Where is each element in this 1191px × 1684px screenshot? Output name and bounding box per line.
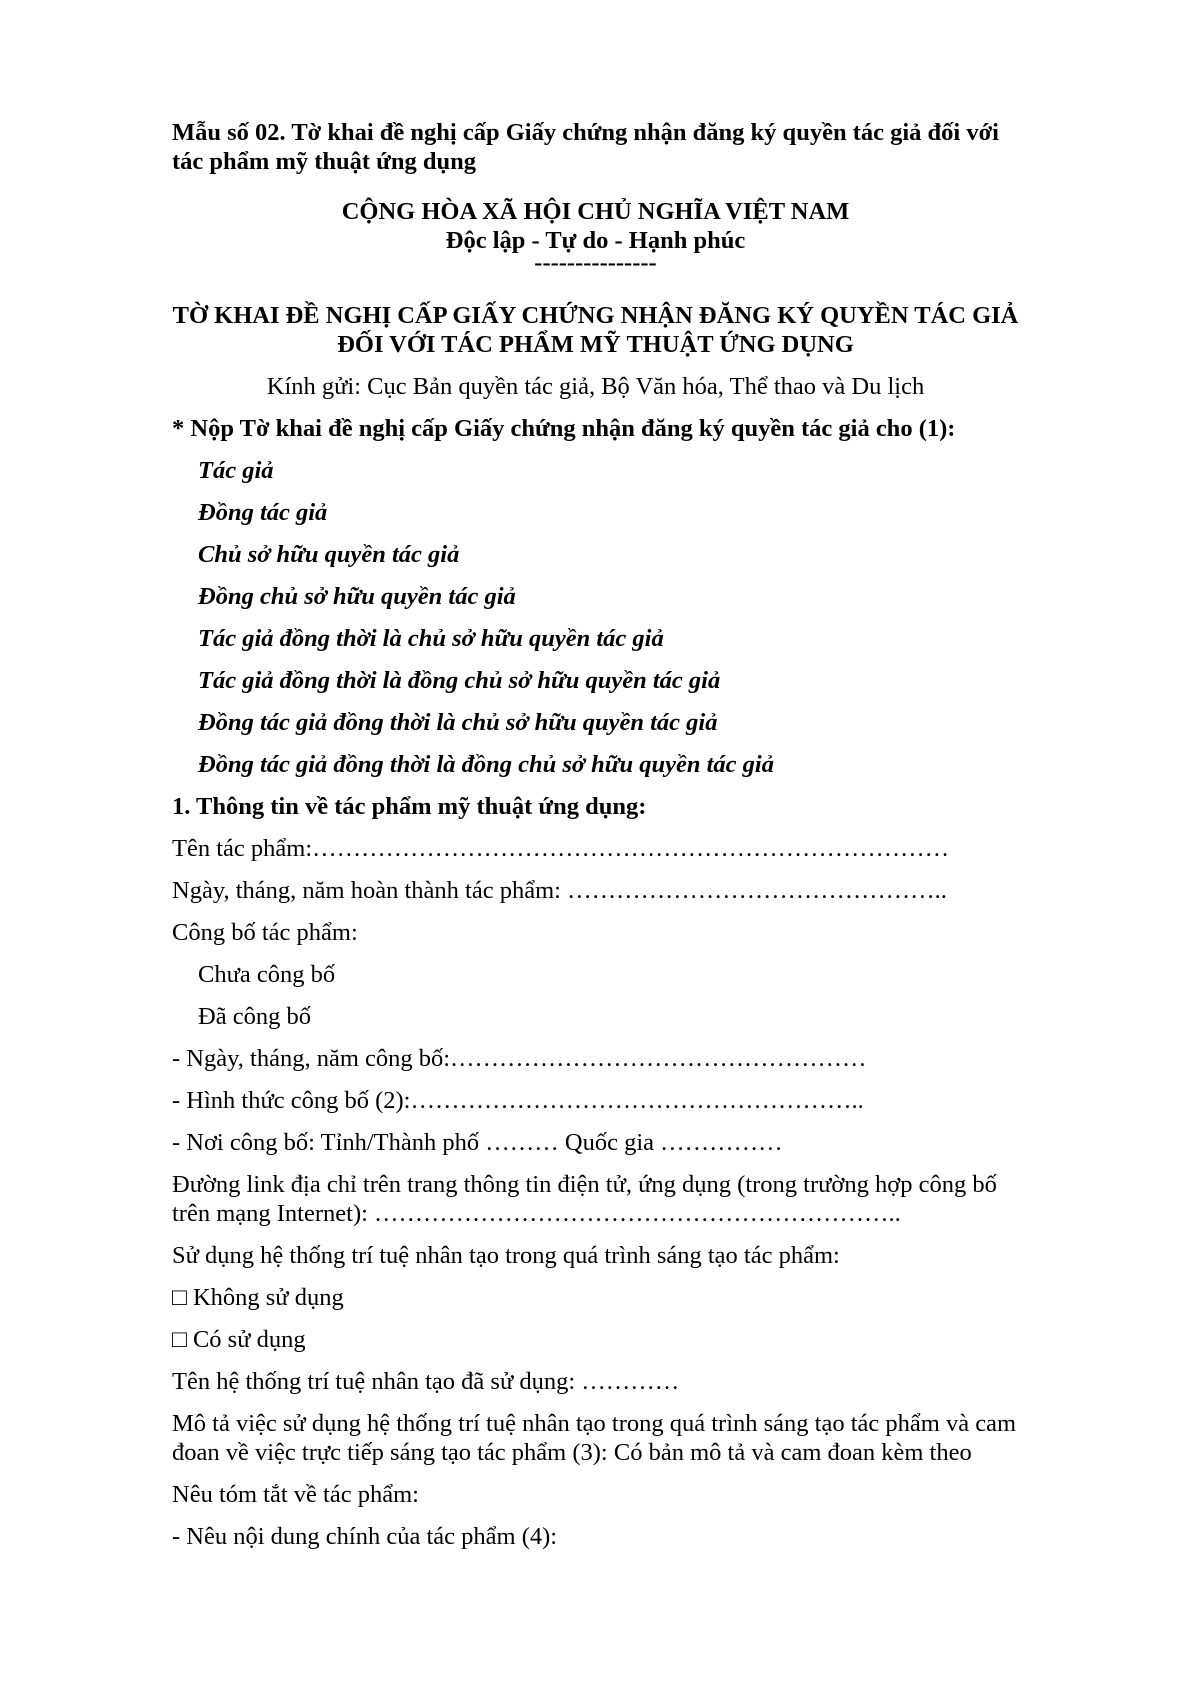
summary-label: Nêu tóm tắt về tác phẩm:	[172, 1481, 419, 1508]
completion-date-line: Ngày, tháng, năm hoàn thành tác phẩm: ………………………………………..	[172, 877, 947, 904]
link-line-2: trên mạng Internet): ………………………………………………………..	[172, 1200, 901, 1227]
form-title-line-1: Mẫu số 02. Tờ khai đề nghị cấp Giấy chứng nhận đăng ký quyền tác giả đối với	[172, 119, 999, 146]
option-label: Tác giả đồng thời là đồng chủ sở hữu quyền tác giả	[198, 667, 721, 694]
document-title-line-2: ĐỐI VỚI TÁC PHẨM MỸ THUẬT ỨNG DỤNG	[337, 331, 854, 358]
applicant-heading: * Nộp Tờ khai đề nghị cấp Giấy chứng nhận đăng ký quyền tác giả cho (1):	[172, 415, 956, 442]
national-motto: Độc lập - Tự do - Hạnh phúc	[445, 227, 746, 254]
link-line-1: Đường link địa chỉ trên trang thông tin điện tử, ứng dụng (trong trường hợp công bố	[172, 1171, 997, 1198]
applicant-option	[172, 456, 274, 486]
publication-label: Công bố tác phẩm:	[172, 919, 358, 946]
work-name-line: Tên tác phẩm:……………………………………………………………………	[172, 835, 950, 862]
ai-option	[172, 1283, 344, 1313]
option-label: Đã công bố	[198, 1003, 311, 1030]
main-content-line: - Nêu nội dung chính của tác phẩm (4):	[172, 1523, 558, 1550]
section-1-heading: 1. Thông tin về tác phẩm mỹ thuật ứng dụng:	[172, 793, 647, 820]
ai-usage-label: Sử dụng hệ thống trí tuệ nhân tạo trong quá trình sáng tạo tác phẩm:	[172, 1242, 840, 1269]
form-title-line-2: tác phẩm mỹ thuật ứng dụng	[172, 148, 477, 175]
national-name: CỘNG HÒA XÃ HỘI CHỦ NGHĨA VIỆT NAM	[341, 198, 850, 225]
option-label: Tác giả	[198, 457, 274, 484]
option-label: Đồng tác giả đồng thời là đồng chủ sở hữu quyền tác giả	[198, 751, 774, 778]
publication-option	[172, 1002, 311, 1032]
applicant-option	[172, 750, 774, 780]
applicant-option	[172, 498, 327, 528]
option-label: Đồng tác giả đồng thời là chủ sở hữu quyền tác giả	[198, 709, 718, 736]
document-title-line-1: TỜ KHAI ĐỀ NGHỊ CẤP GIẤY CHỨNG NHẬN ĐĂNG KÝ QUYỀN TÁC GIẢ	[172, 302, 1019, 329]
option-label: Tác giả đồng thời là chủ sở hữu quyền tác giả	[198, 625, 664, 652]
publication-place-line: - Nơi công bố: Tỉnh/Thành phố ……… Quốc gia ……………	[172, 1129, 783, 1156]
ai-option	[172, 1325, 306, 1355]
applicant-option	[172, 624, 664, 654]
publication-option	[172, 960, 335, 990]
option-label: Chưa công bố	[198, 961, 336, 988]
publication-form-line: - Hình thức công bố (2):………………………………………………..	[172, 1087, 864, 1114]
ai-description-line-2: đoan về việc trực tiếp sáng tạo tác phẩm (3): Có bản mô tả và cam đoan kèm theo	[172, 1439, 972, 1466]
option-label: Chủ sở hữu quyền tác giả	[198, 541, 460, 568]
applicant-option	[172, 582, 516, 612]
applicant-option	[172, 708, 717, 738]
option-label: Có sử dụng	[192, 1326, 306, 1353]
option-label: Không sử dụng	[192, 1284, 344, 1311]
applicant-option	[172, 666, 720, 696]
option-label: Đồng chủ sở hữu quyền tác giả	[198, 583, 516, 610]
ai-description-line-1: Mô tả việc sử dụng hệ thống trí tuệ nhân tạo trong quá trình sáng tạo tác phẩm và cam	[172, 1410, 1017, 1437]
header-separator: ---------------	[534, 249, 657, 276]
applicant-option	[172, 540, 459, 570]
recipient-line: Kính gửi: Cục Bản quyền tác giả, Bộ Văn hóa, Thể thao và Du lịch	[266, 373, 925, 400]
ai-system-name-line: Tên hệ thống trí tuệ nhân tạo đã sử dụng: …………	[172, 1368, 680, 1395]
checkbox-icon: □	[172, 1326, 187, 1353]
option-label: Đồng tác giả	[198, 499, 328, 526]
checkbox-icon: □	[172, 1284, 187, 1311]
publication-date-line: - Ngày, tháng, năm công bố:……………………………………………	[172, 1045, 867, 1072]
